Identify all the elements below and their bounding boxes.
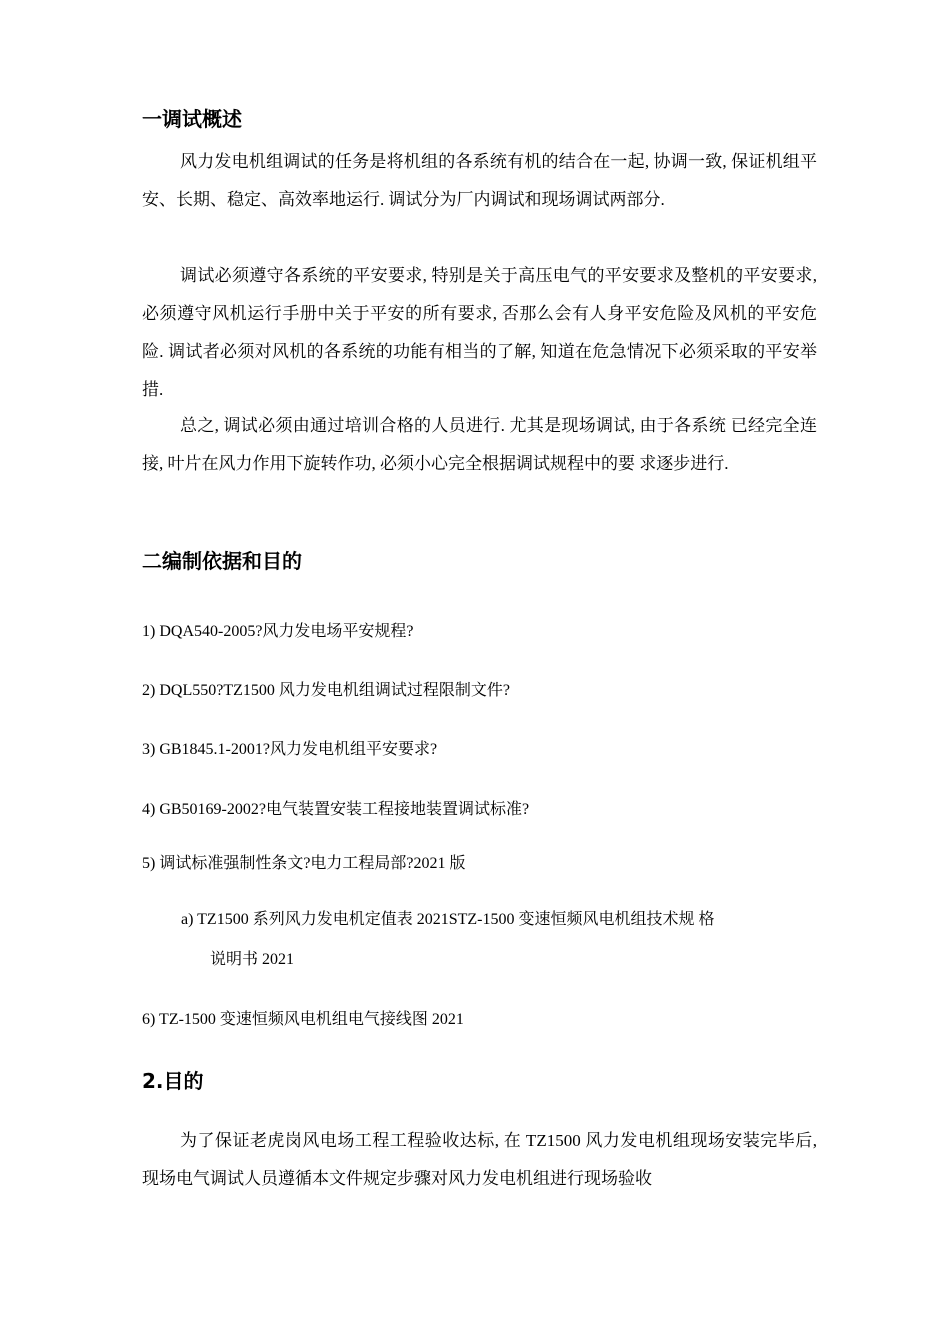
reference-item-4: 4) GB50169-2002?电气装置安装工程接地装置调试标准?: [142, 801, 530, 818]
reference-item-6: 6) TZ-1500 变速恒频风电机组电气接线图 2021: [142, 1011, 464, 1028]
subitem-line-1: a) TZ1500 系列风力发电机定值表 2021STZ-1500 变速恒频风电机组技术规 格: [181, 911, 715, 928]
reference-item-1: 1) DQA540-2005?风力发电场平安规程?: [142, 623, 414, 640]
reference-subitem-a: [181, 900, 817, 980]
reference-item-2: 2) DQL550?TZ1500 风力发电机组调试过程限制文件?: [142, 682, 510, 699]
overview-paragraph-1: 风力发电机组调试的任务是将机组的各系统有机的结合在一起, 协调一致, 保证机组平安、长期、稳定、高效率地运行. 调试分为厂内调试和现场调试两部分.: [142, 152, 817, 209]
overview-paragraph-2: 调试必须遵守各系统的平安要求, 特别是关于高压电气的平安要求及整机的平安要求, 必须遵守风机运行手册中关于平安的所有要求, 否那么会有人身平安危险及风机的平安危险. 调试者必须对风机的各系统的功能有相当的了解, 知道在危急情况下必须采取的平安举措.: [142, 266, 817, 399]
subitem-line-2: 说明书 2021: [210, 951, 295, 968]
section-heading-basis: 二编制依据和目的: [142, 549, 302, 573]
section-heading-overview: 一调试概述: [142, 107, 242, 131]
purpose-paragraph: 为了保证老虎岗风电场工程工程验收达标, 在 TZ1500 风力发电机组现场安装完毕后, 现场电气调试人员遵循本文件规定步骤对风力发电机组进行现场验收: [142, 1131, 817, 1188]
reference-item-3: 3) GB1845.1-2001?风力发电机组平安要求?: [142, 741, 438, 758]
overview-paragraph-3: 总之, 调试必须由通过培训合格的人员进行. 尤其是现场调试, 由于各系统 已经完全连接, 叶片在风力作用下旋转作功, 必须小心完全根据调试规程中的要 求逐步进行.: [142, 416, 817, 473]
section-heading-purpose: 2.目的: [142, 1069, 204, 1093]
reference-item-5: 5) 调试标准强制性条文?电力工程局部?2021 版: [142, 855, 466, 872]
